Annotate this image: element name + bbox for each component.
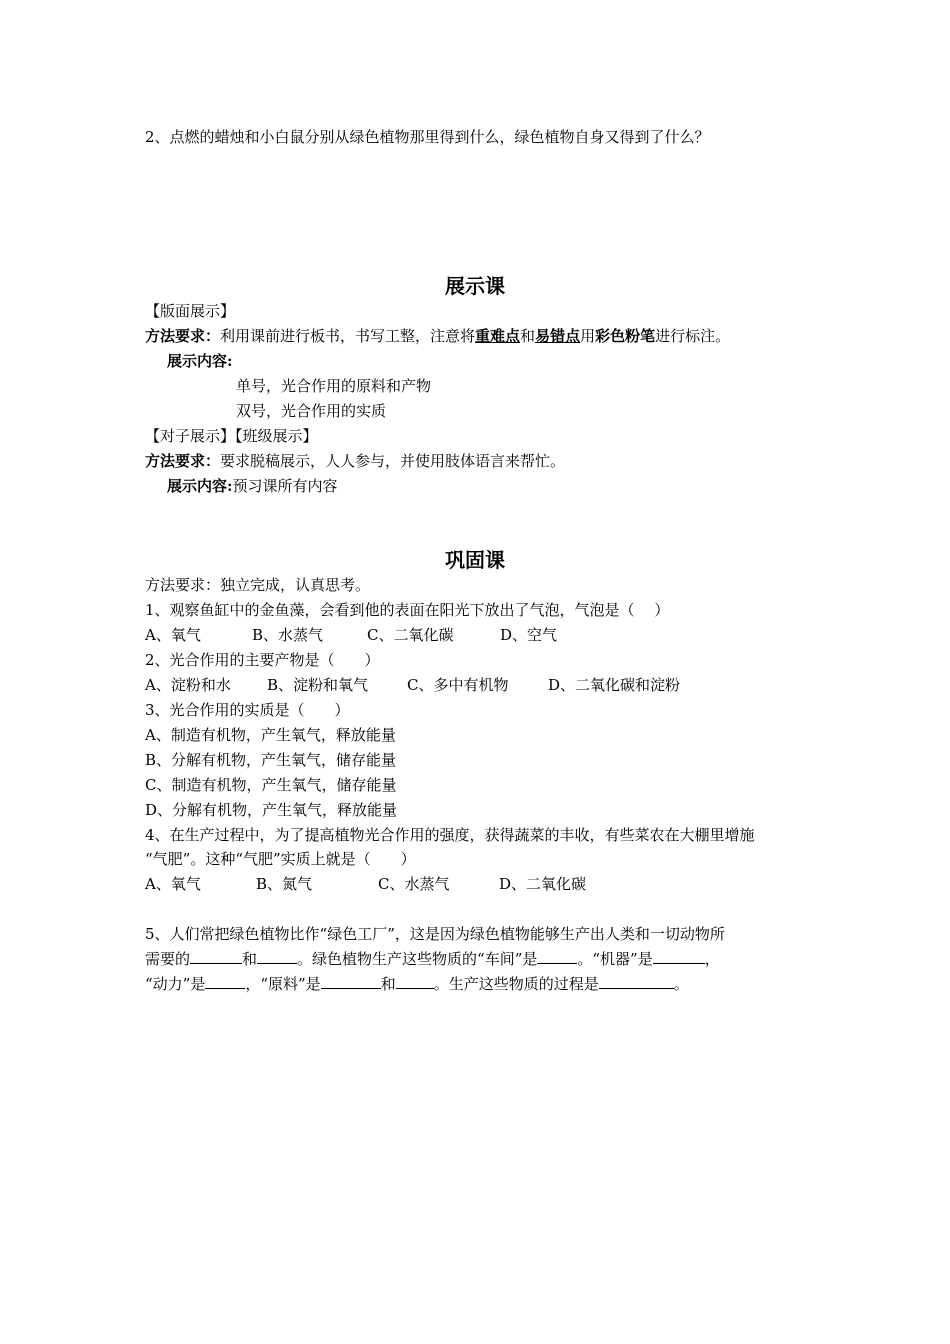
option: B、水蒸气 <box>252 626 324 644</box>
answer-blank[interactable] <box>321 973 381 989</box>
question-2-options <box>145 675 680 695</box>
method-label: 方法要求： <box>145 452 221 470</box>
method-requirement-1 <box>145 326 730 346</box>
method-label: 方法要求： <box>145 327 221 345</box>
method-text: 利用课前进行板书，书写工整，注意将 <box>220 327 476 345</box>
option: D、二氧化碳 <box>499 875 587 893</box>
q5-text: 。“机器”是 <box>577 950 653 968</box>
method-text: 用 <box>580 327 596 345</box>
question-4-line-1: 4、在生产过程中，为了提高植物光合作用的强度，获得蔬菜的丰收，有些菜农在大棚里增施 <box>145 826 755 844</box>
question-3-option-a: A、制造有机物，产生氧气，释放能量 <box>145 726 396 744</box>
answer-blank[interactable] <box>653 948 705 964</box>
section-tag-layout: 【版面展示】 <box>145 302 236 320</box>
content-even: 双号，光合作用的实质 <box>236 402 387 420</box>
q5-text: 。绿色植物生产这些物质的“车间”是 <box>297 950 538 968</box>
answer-blank[interactable] <box>599 973 674 989</box>
method-requirement-2 <box>145 451 565 471</box>
question-3-option-c: C、制造有机物，产生氧气，储存能量 <box>145 776 397 794</box>
content-odd: 单号，光合作用的原料和产物 <box>236 377 432 395</box>
option: B、淀粉和氧气 <box>267 676 369 694</box>
question-2: 2、光合作用的主要产物是（ ） <box>145 651 380 669</box>
content-label-1: 展示内容: <box>167 352 233 370</box>
answer-blank[interactable] <box>205 973 245 989</box>
q5-text: 。 <box>673 975 689 993</box>
q5-text: 需要的 <box>145 950 191 968</box>
question-top: 2、点燃的蜡烛和小白鼠分别从绿色植物那里得到什么，绿色植物自身又得到了什么？ <box>145 128 710 146</box>
question-4-line-2: “气肥”。这种“气肥”实质上就是（ ） <box>145 850 416 868</box>
section-title-show: 展示课 <box>445 274 505 298</box>
content-text: 预习课所有内容 <box>232 477 338 495</box>
content-2 <box>167 476 338 496</box>
q5-text: ， <box>704 950 720 968</box>
option: A、氧气 <box>145 626 201 644</box>
q5-text: ，“原料”是 <box>245 975 321 993</box>
answer-blank[interactable] <box>396 973 434 989</box>
option: D、二氧化碳和淀粉 <box>548 676 681 694</box>
method-text: 进行标注。 <box>655 327 731 345</box>
question-5-line-2 <box>145 948 720 969</box>
option: C、水蒸气 <box>378 875 450 893</box>
answer-blank[interactable] <box>537 948 577 964</box>
consolidate-method: 方法要求：独立完成，认真思考。 <box>145 576 371 594</box>
method-text: 和 <box>520 327 536 345</box>
option: C、多中有机物 <box>407 676 509 694</box>
keyword-difficult: 重难点 <box>475 327 521 345</box>
question-5-line-3 <box>145 973 689 994</box>
option: B、氮气 <box>256 875 313 893</box>
option: D、空气 <box>500 626 558 644</box>
q5-text: 。生产这些物质的过程是 <box>433 975 599 993</box>
section-tag-pair-class: 【对子展示】【班级展示】 <box>145 427 318 445</box>
question-3-option-b: B、分解有机物，产生氧气，储存能量 <box>145 751 397 769</box>
question-3: 3、光合作用的实质是（ ） <box>145 701 350 719</box>
keyword-error-prone: 易错点 <box>535 327 581 345</box>
question-3-option-d: D、分解有机物，产生氧气，释放能量 <box>145 801 398 819</box>
question-1-options <box>145 625 557 645</box>
content-label-2: 展示内容: <box>167 477 233 495</box>
option: A、氧气 <box>145 875 201 893</box>
q5-text: 和 <box>380 975 396 993</box>
q5-text: “动力”是 <box>145 975 206 993</box>
option: C、二氧化碳 <box>367 626 454 644</box>
method-text: 要求脱稿展示，人人参与，并使用肢体语言来帮忙。 <box>220 452 566 470</box>
answer-blank[interactable] <box>190 948 242 964</box>
question-1: 1、观察鱼缸中的金鱼藻，会看到他的表面在阳光下放出了气泡，气泡是（ ） <box>145 601 670 619</box>
q5-text: 和 <box>242 950 258 968</box>
question-4-options <box>145 874 586 894</box>
section-title-consolidate: 巩固课 <box>445 548 505 572</box>
question-5-line-1: 5、人们常把绿色植物比作“绿色工厂”，这是因为绿色植物能够生产出人类和一切动物所 <box>145 925 725 943</box>
answer-blank[interactable] <box>257 948 297 964</box>
keyword-chalk: 彩色粉笔 <box>595 327 656 345</box>
option: A、淀粉和水 <box>145 676 231 694</box>
